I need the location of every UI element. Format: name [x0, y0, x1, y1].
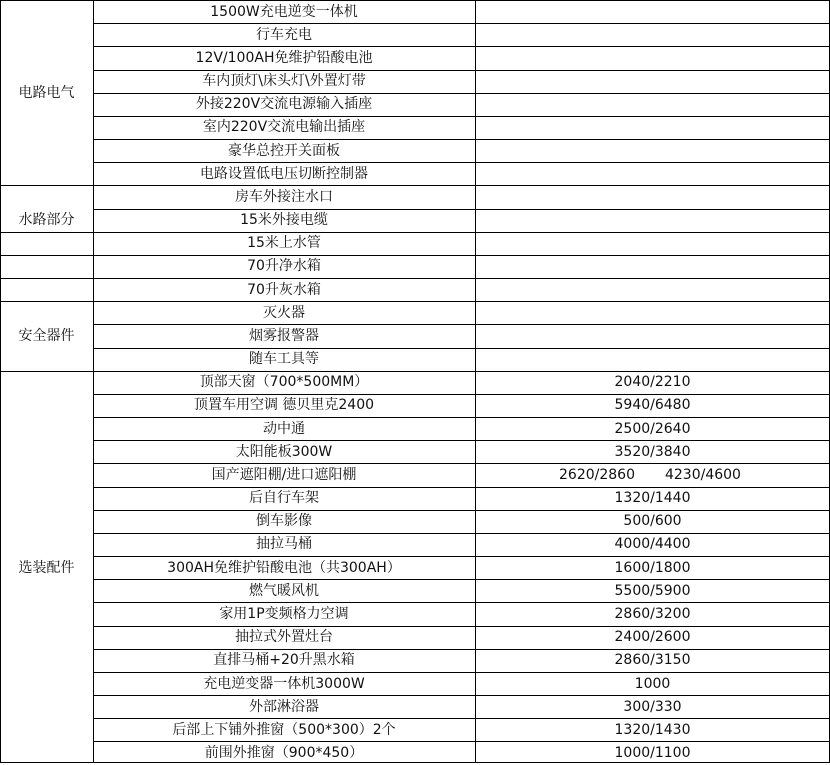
item-price: 1320/1430: [614, 721, 691, 738]
item-price: [475, 301, 830, 324]
item-name: 电路设置低电压切断控制器: [200, 165, 368, 182]
grid-line: [93, 324, 830, 325]
item-price: [475, 209, 830, 232]
grid-line: [0, 232, 93, 233]
item-name: 室内220V交流电输出插座: [202, 119, 366, 136]
category-label: 安全器件: [18, 327, 75, 344]
grid-line: [93, 116, 830, 117]
item-name: 燃气暖风机: [249, 582, 319, 599]
grid-line: [93, 232, 830, 233]
item-price: [475, 324, 830, 347]
item-price: [475, 278, 830, 301]
item-name: 后自行车架: [249, 490, 319, 507]
item-name: 直排马桶+20升黑水箱: [213, 652, 355, 669]
grid-line: [93, 278, 830, 279]
item-price: 2860/3150: [614, 652, 691, 669]
item-name: 房车外接注水口: [235, 188, 333, 205]
item-price-imported: 4230/4600: [664, 466, 741, 483]
item-price: 300/330: [623, 698, 682, 715]
item-name: 太阳能板300W: [235, 443, 333, 460]
grid-line: [93, 417, 830, 418]
grid-line: [93, 556, 830, 557]
grid-line: [93, 510, 830, 511]
item-price: 2400/2600: [614, 629, 691, 646]
grid-line: [93, 626, 830, 627]
grid-line: [93, 579, 830, 580]
item-price: 500/600: [623, 513, 682, 530]
grid-line: [0, 371, 93, 372]
grid-line: [93, 440, 830, 441]
item-name: 顶部天窗（700*500MM）: [199, 374, 369, 391]
item-name: 行车充电: [256, 26, 312, 43]
item-name: 车内顶灯\床头灯\外置灯带: [202, 73, 366, 90]
item-name: 外部淋浴器: [249, 698, 319, 715]
item-price: 2860/3200: [614, 605, 691, 622]
grid-line: [93, 695, 830, 696]
grid-line: [93, 209, 830, 210]
item-price: [475, 232, 830, 255]
item-price: 2040/2210: [614, 374, 691, 391]
item-price: 1000/1100: [614, 745, 691, 762]
item-price: 1600/1800: [614, 559, 691, 576]
grid-line: [93, 93, 830, 94]
item-name: 国产遮阳棚/进口遮阳棚: [211, 466, 357, 483]
grid-line: [93, 70, 830, 71]
grid-line: [93, 185, 830, 186]
item-name: 豪华总控开关面板: [228, 142, 340, 159]
item-price: 1320/1440: [614, 490, 691, 507]
grid-line: [93, 649, 830, 650]
item-name: 灭火器: [263, 304, 305, 321]
grid-line: [0, 255, 93, 256]
item-price: 2500/2640: [614, 420, 691, 437]
item-price: [475, 46, 830, 69]
item-price: 1000: [634, 675, 671, 692]
item-name: 抽拉式外置灶台: [235, 629, 333, 646]
grid-line: [93, 46, 830, 47]
item-name: 70升净水箱: [247, 258, 321, 275]
grid-line: [93, 463, 830, 464]
grid-line: [93, 301, 830, 302]
item-price: [475, 116, 830, 139]
item-price: [475, 463, 830, 486]
item-price: 5500/5900: [614, 582, 691, 599]
grid-line: [93, 0, 94, 763]
grid-line: [93, 139, 830, 140]
item-name: 烟雾报警器: [249, 327, 319, 344]
grid-line: [93, 487, 830, 488]
grid-line: [93, 602, 830, 603]
grid-line: [93, 0, 830, 1]
grid-line: [93, 394, 830, 395]
grid-line: [0, 0, 93, 1]
item-price: 3520/3840: [614, 443, 691, 460]
item-name: 动中通: [263, 420, 305, 437]
item-name: 300AH免维护铅酸电池（共300AH）: [167, 559, 401, 576]
item-price: [475, 185, 830, 208]
grid-line: [93, 533, 830, 534]
grid-line: [93, 348, 830, 349]
item-name: 1500W充电逆变一体机: [210, 3, 358, 20]
item-name: 外接220V交流电源输入插座: [195, 96, 373, 113]
item-price: [475, 139, 830, 162]
grid-line: [93, 162, 830, 163]
item-name: 顶置车用空调 德贝里克2400: [193, 397, 375, 414]
item-price: [475, 23, 830, 46]
grid-line: [93, 718, 830, 719]
item-name: 前围外推窗（900*450）: [204, 745, 364, 762]
grid-line: [475, 0, 476, 763]
item-name: 12V/100AH免维护铅酸电池: [195, 49, 373, 66]
grid-line: [93, 23, 830, 24]
item-name: 70升灰水箱: [247, 281, 321, 298]
grid-line: [0, 278, 93, 279]
item-name: 家用1P变频格力空调: [219, 605, 349, 622]
item-price: [475, 0, 830, 23]
item-name: 倒车影像: [256, 513, 312, 530]
grid-line: [0, 185, 93, 186]
item-name: 后部上下铺外推窗（500*300）2个: [172, 721, 396, 738]
grid-line: [0, 301, 93, 302]
item-price-domestic: 2620/2860: [559, 466, 635, 483]
item-price: 5940/6480: [614, 397, 691, 414]
item-price: [475, 348, 830, 371]
item-name: 15米上水管: [247, 235, 321, 252]
item-name: 随车工具等: [249, 351, 319, 368]
grid-line: [0, 0, 1, 763]
category-label: 选装配件: [18, 559, 75, 576]
item-price: 4000/4400: [614, 536, 691, 553]
grid-line: [93, 672, 830, 673]
item-name: 充电逆变器一体机3000W: [203, 675, 365, 692]
item-name: 15米外接电缆: [240, 212, 328, 229]
item-name: 抽拉马桶: [256, 536, 312, 553]
grid-line: [93, 255, 830, 256]
grid-line: [93, 371, 830, 372]
item-price: [475, 162, 830, 185]
item-price: [475, 255, 830, 278]
grid-line: [93, 741, 830, 742]
item-price: [475, 70, 830, 93]
category-label: 电路电气: [18, 84, 75, 101]
category-label: 水路部分: [18, 212, 75, 229]
item-price: [475, 93, 830, 116]
